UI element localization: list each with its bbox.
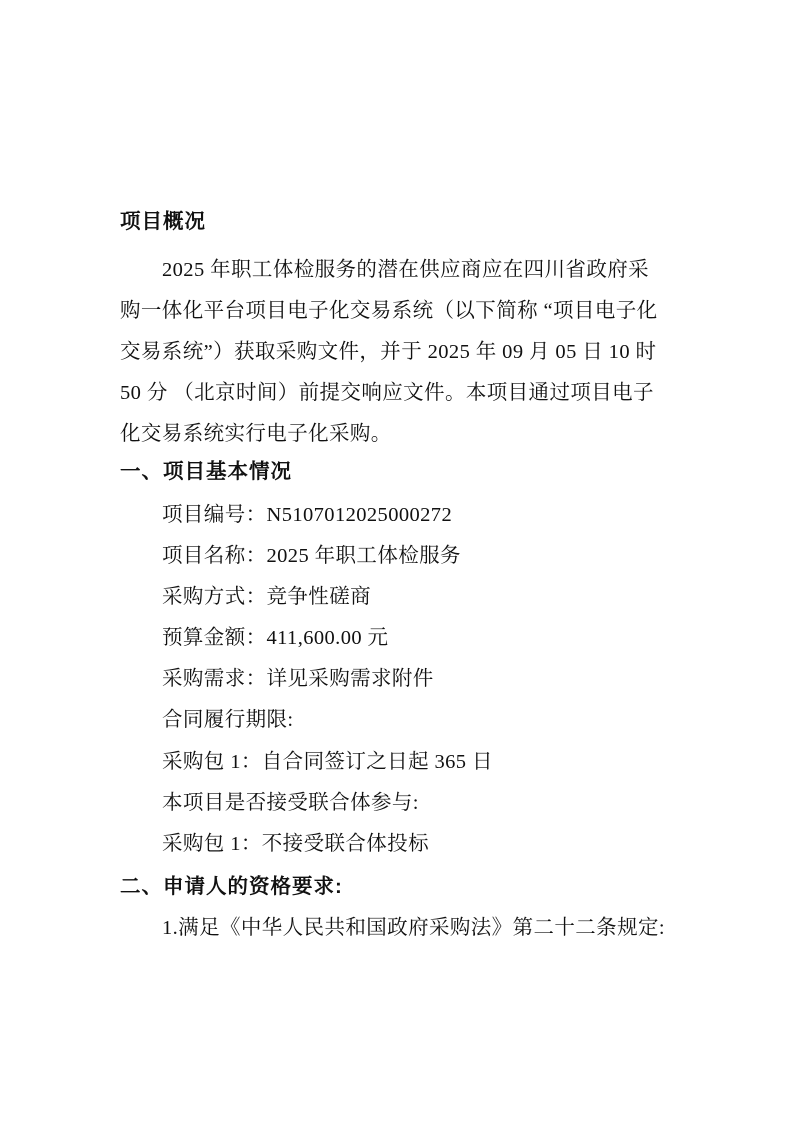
section2-heading: 二、申请人的资格要求: (120, 875, 343, 898)
overview-heading: 项目概况 (120, 210, 206, 233)
overview-line: 化交易系统实行电子化采购。 (120, 423, 392, 445)
overview-line: 2025 年职工体检服务的潜在供应商应在四川省政府采 (162, 259, 650, 281)
info-item: 本项目是否接受联合体参与: (162, 792, 419, 814)
overview-line: 购一体化平台项目电子化交易系统（以下简称 “项目电子化 (120, 300, 658, 322)
info-item: 项目名称：2025 年职工体检服务 (162, 545, 461, 567)
info-item: 采购包 1：不接受联合体投标 (162, 833, 429, 855)
info-item: 采购需求：详见采购需求附件 (162, 668, 434, 690)
overview-line: 50 分 （北京时间）前提交响应文件。本项目通过项目电子 (120, 382, 654, 404)
info-item: 项目编号：N5107012025000272 (162, 504, 453, 526)
info-item: 采购包 1：自合同签订之日起 365 日 (162, 751, 493, 773)
info-item: 合同履行期限: (162, 709, 294, 731)
requirement-item: 1.满足《中华人民共和国政府采购法》第二十二条规定: (162, 917, 665, 939)
section1-heading: 一、项目基本情况 (120, 460, 292, 483)
info-item: 采购方式：竞争性磋商 (162, 586, 371, 608)
overview-line: 交易系统”）获取采购文件，并于 2025 年 09 月 05 日 10 时 (120, 341, 657, 363)
info-item: 预算金额：411,600.00 元 (162, 627, 389, 649)
